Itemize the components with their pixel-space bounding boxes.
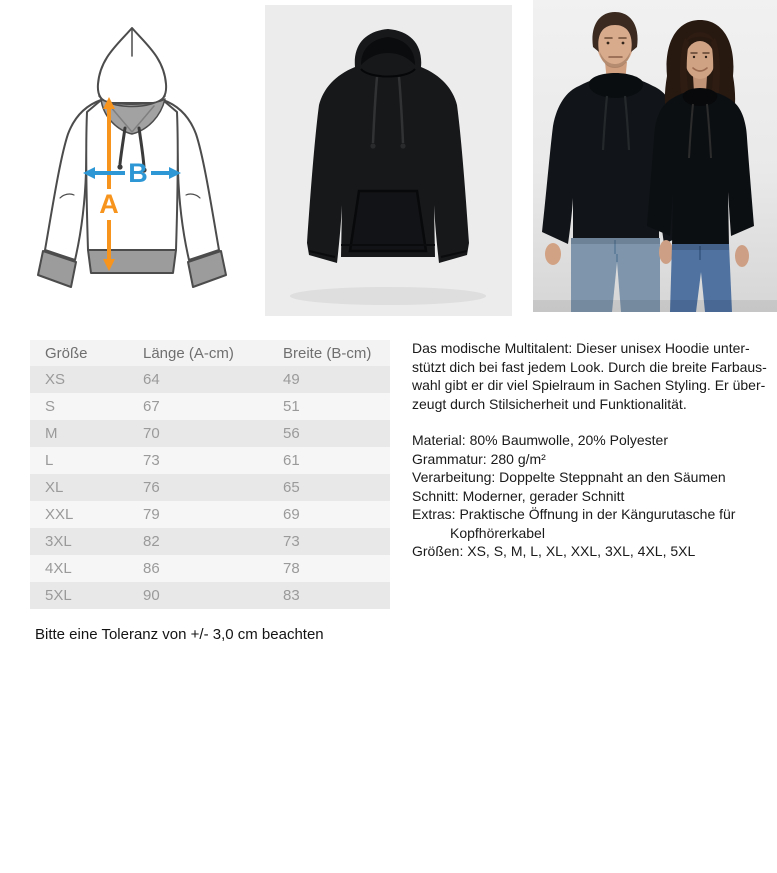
size-table-row: [30, 420, 390, 447]
size-cell: XS: [45, 371, 66, 388]
description-line: zeugt durch Stilsicherheit und Funktionalität.: [412, 395, 687, 412]
length-cell: 73: [143, 452, 160, 469]
description-intro: [412, 339, 774, 413]
width-cell: 73: [283, 533, 300, 550]
size-table-row: [30, 582, 390, 609]
measure-b-label: B: [128, 158, 148, 188]
size-table-row: [30, 528, 390, 555]
description-line: Kopfhörerkabel: [450, 524, 545, 541]
size-table-row: [30, 393, 390, 420]
size-cell: L: [45, 452, 54, 469]
size-cell: XL: [45, 479, 64, 496]
width-cell: 49: [283, 371, 300, 388]
description-line: Verarbeitung: Doppelte Steppnaht an den Säumen: [412, 469, 726, 485]
product-photo-front[interactable]: [265, 5, 512, 316]
width-cell: 51: [283, 398, 300, 415]
product-photo-models[interactable]: [533, 0, 777, 312]
size-table-header: [30, 340, 390, 366]
length-cell: 90: [143, 587, 160, 604]
hoodie-measurement-diagram: [30, 6, 230, 304]
size-diagram-image[interactable]: [30, 6, 230, 304]
description-line: Grammatur: 280 g/m²: [412, 450, 546, 467]
size-table-row: [30, 447, 390, 474]
length-cell: 79: [143, 506, 160, 523]
description-line: Schnitt: Moderner, gerader Schnitt: [412, 487, 625, 504]
size-table-body: [30, 366, 390, 609]
description-gap: [412, 413, 774, 431]
models-wearing-hoodie-image: [533, 0, 777, 312]
width-cell: 83: [283, 587, 300, 604]
size-cell: M: [45, 425, 58, 442]
width-cell: 78: [283, 560, 300, 577]
description-line: Größen: XS, S, M, L, XL, XXL, 3XL, 4XL, 5XL: [412, 543, 696, 559]
size-table: [30, 340, 390, 609]
length-cell: 86: [143, 560, 160, 577]
length-cell: 82: [143, 533, 160, 550]
female-model: [647, 20, 754, 312]
size-table-row: [30, 474, 390, 501]
size-table-row: [30, 366, 390, 393]
description-line: Extras: Praktische Öffnung in der Kängurutasche für: [412, 506, 736, 522]
measure-a-label: A: [99, 189, 119, 219]
description-line: wahl gibt er dir viel Spielraum in Sachen Styling. Er über-: [412, 377, 766, 393]
header-size: Größe: [45, 344, 88, 362]
size-table-row: [30, 501, 390, 528]
width-cell: 56: [283, 425, 300, 442]
black-hoodie-front-image: [265, 5, 512, 316]
length-cell: 70: [143, 425, 160, 442]
description-details: [412, 431, 774, 561]
tolerance-note: Bitte eine Toleranz von +/- 3,0 cm beachten: [35, 626, 324, 643]
width-cell: 61: [283, 452, 300, 469]
length-cell: 64: [143, 371, 160, 388]
description-line: stützt dich bei fast jedem Look. Durch die breite Farbaus-: [412, 358, 767, 375]
product-description: [412, 339, 774, 561]
width-cell: 65: [283, 479, 300, 496]
size-cell: XXL: [45, 506, 74, 523]
size-cell: 3XL: [45, 533, 72, 550]
length-cell: 76: [143, 479, 160, 496]
header-width: Breite (B-cm): [283, 344, 372, 362]
width-cell: 69: [283, 506, 300, 523]
size-table-row: [30, 555, 390, 582]
size-cell: 4XL: [45, 560, 72, 577]
size-cell: S: [45, 398, 56, 415]
description-line: Das modische Multitalent: Dieser unisex Hoodie unter-: [412, 340, 750, 356]
length-cell: 67: [143, 398, 160, 415]
header-length: Länge (A-cm): [143, 344, 234, 362]
size-cell: 5XL: [45, 587, 72, 604]
description-line: Material: 80% Baumwolle, 20% Polyester: [412, 432, 669, 448]
